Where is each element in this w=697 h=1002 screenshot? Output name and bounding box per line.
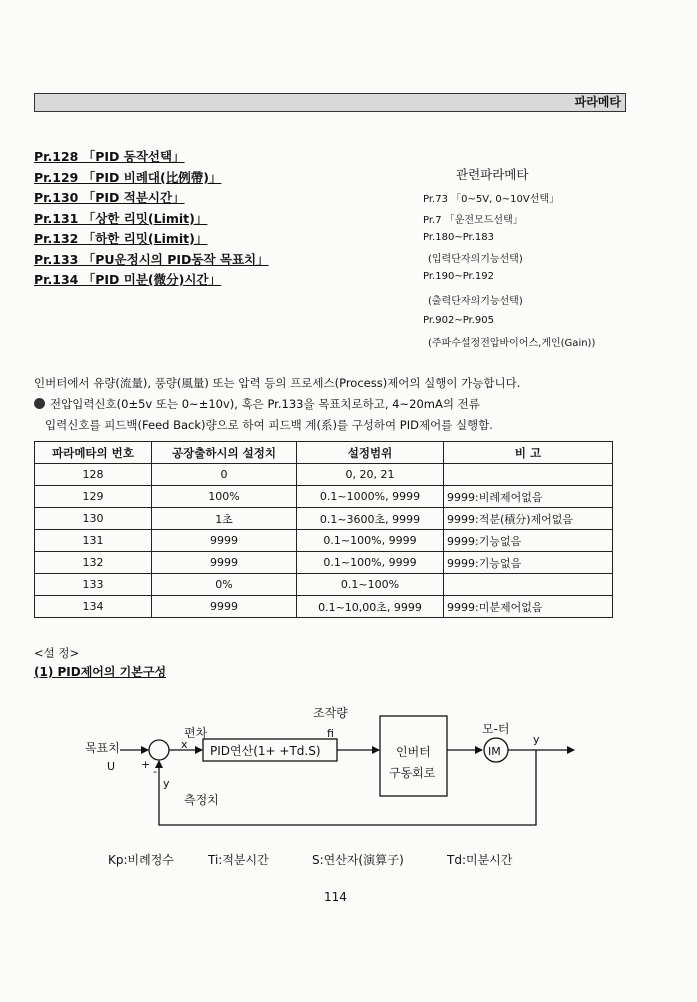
plus-sign: +	[141, 758, 151, 771]
table-row	[35, 530, 613, 552]
pr-item: Pr.130 「PID 적분시간」	[34, 190, 185, 205]
page-number: 114	[324, 890, 347, 904]
table-cell: 134	[35, 596, 152, 618]
table-cell: 0.1~3600초, 9999	[297, 508, 444, 530]
table-row	[35, 486, 613, 508]
parameter-list	[34, 147, 269, 291]
pr-item: Pr.131 「상한 리밋(Limit)」	[34, 210, 208, 226]
target-label: 목표치	[85, 741, 120, 755]
legend-s: S:연산자(演算子)	[312, 853, 404, 867]
manip-var: fi	[327, 727, 334, 740]
table-cell: 132	[35, 552, 152, 574]
table-cell: 0.1~10,00초, 9999	[297, 596, 444, 618]
table-cell: 9999	[152, 530, 297, 552]
related-param: Pr.7 「운전모드선택」	[423, 215, 523, 226]
legend-td: Td:미분시간	[447, 853, 513, 867]
col-header: 파라메타의 번호	[35, 442, 152, 464]
related-params-title: 관련파라메타	[456, 167, 529, 182]
col-header: 비 고	[444, 442, 613, 464]
measure-label: 측정치	[184, 793, 219, 807]
section-title: (1) PID제어의 기본구성	[34, 665, 167, 679]
table-cell: 129	[35, 486, 152, 508]
legend-kp: Kp:비례정수	[108, 853, 174, 867]
motor-label: 모-터	[482, 722, 510, 736]
table-cell: 130	[35, 508, 152, 530]
manip-label: 조작량	[313, 706, 348, 720]
table-cell: 9999:기능없음	[444, 530, 613, 552]
pid-block-label: PID연산(1+ +Td.S)	[210, 744, 321, 758]
table-cell: 9999:적분(積分)제어없음	[444, 508, 613, 530]
pr-item: Pr.132 「하한 리밋(Limit)」	[34, 231, 208, 246]
table-row	[35, 508, 613, 530]
inverter-label-1: 인버터	[396, 745, 431, 759]
table-cell: 9999:기능없음	[444, 552, 613, 574]
table-cell: 9999	[152, 596, 297, 618]
pr-item: Pr.134 「PID 미분(微分)시간」	[34, 272, 222, 287]
table-cell: 100%	[152, 486, 297, 508]
table-cell	[444, 574, 613, 596]
minus-sign: -	[153, 765, 157, 778]
bullet-icon	[34, 398, 45, 409]
section-header-bar	[34, 93, 626, 112]
motor-symbol: IM	[488, 745, 501, 758]
inverter-label-2: 구동회로	[389, 766, 436, 780]
target-var: U	[107, 760, 116, 773]
summing-junction	[149, 740, 169, 760]
table-row	[35, 464, 613, 486]
pr-item: Pr.133 「PU운정시의 PID동작 목표치」	[34, 251, 269, 267]
table-cell: 0%	[152, 574, 297, 596]
setting-label: <설 정>	[34, 646, 80, 660]
table-cell: 1초	[152, 508, 297, 530]
related-param: (출력단자의기능선택)	[428, 296, 523, 307]
section-header-label: 파라메타	[574, 95, 621, 109]
pr-item: Pr.128 「PID 동작선택」	[34, 149, 185, 164]
table-cell: 0.1~1000%, 9999	[297, 486, 444, 508]
table-cell: 9999:미분제어없음	[444, 596, 613, 618]
pr-item: Pr.129 「PID 비례대(比例帶)」	[34, 169, 222, 185]
table-row	[35, 574, 613, 596]
pid-block-diagram	[0, 690, 697, 850]
related-param: (입력단자의기능선택)	[428, 254, 523, 265]
table-cell: 0	[152, 464, 297, 486]
output-var: y	[533, 733, 540, 746]
intro-line-3: 입력신호를 피드백(Feed Back)량으로 하여 피드백 계(系)를 구성하여 PID제어를 실행함.	[45, 418, 493, 432]
legend-ti: Ti:적분시간	[208, 853, 269, 867]
table-row	[35, 552, 613, 574]
table-cell: 0, 20, 21	[297, 464, 444, 486]
related-param: Pr.180~Pr.183	[423, 232, 495, 243]
col-header: 공장출하시의 설정치	[152, 442, 297, 464]
table-cell: 128	[35, 464, 152, 486]
related-param: Pr.902~Pr.905	[423, 315, 495, 326]
parameter-table	[34, 441, 613, 618]
error-label: 편차	[184, 726, 208, 740]
related-param: (주파수설정전압바이어스,게인(Gain))	[428, 338, 596, 349]
table-header-row	[35, 442, 613, 464]
related-param: Pr.73 「0~5V, 0~10V선택」	[423, 194, 560, 205]
table-cell: 0.1~100%	[297, 574, 444, 596]
table-cell: 131	[35, 530, 152, 552]
intro-line-1: 인버터에서 유량(流量), 풍량(風量) 또는 압력 등의 프로세스(Process)제어의 실행이 가능합니다.	[34, 376, 521, 390]
related-param: Pr.190~Pr.192	[423, 271, 495, 282]
table-cell: 0.1~100%, 9999	[297, 530, 444, 552]
table-row	[35, 596, 613, 618]
intro-line-2	[34, 396, 480, 412]
table-cell: 9999	[152, 552, 297, 574]
table-cell	[444, 464, 613, 486]
col-header: 설정범위	[297, 442, 444, 464]
table-cell: 0.1~100%, 9999	[297, 552, 444, 574]
table-cell: 9999:비례제어없음	[444, 486, 613, 508]
table-cell: 133	[35, 574, 152, 596]
intro-line-2-text: 전압입력신호(0±5v 또는 0~±10v), 혹은 Pr.133을 목표치로하고, 4~20mA의 전류	[50, 397, 480, 411]
feedback-var: y	[163, 777, 170, 790]
error-var: x	[181, 738, 188, 751]
